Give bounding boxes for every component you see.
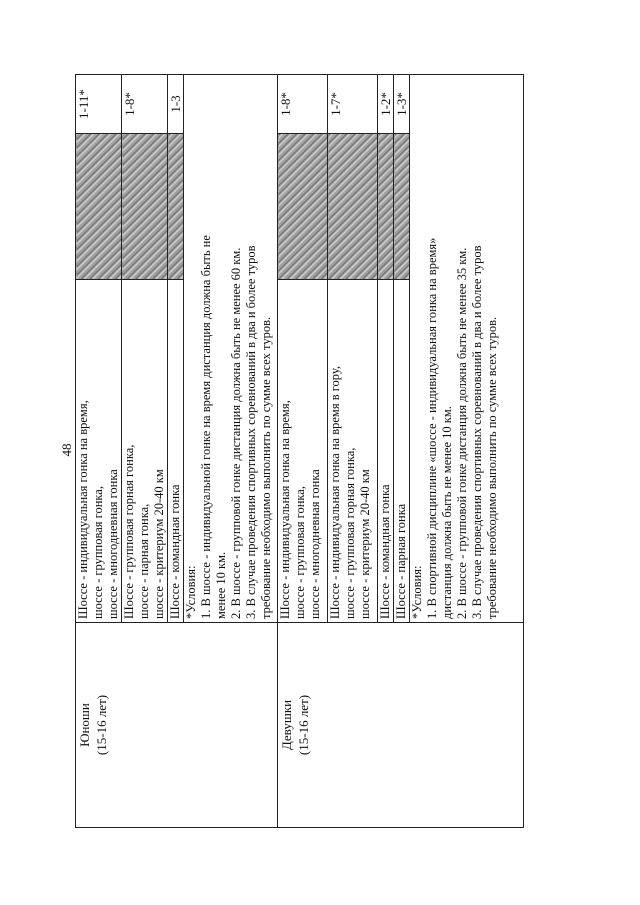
rank-code: 1-2* bbox=[378, 75, 394, 134]
table-row bbox=[76, 75, 122, 828]
discipline-line: шоссе - многодневная гонка bbox=[106, 469, 120, 619]
group-name: Девушки bbox=[279, 699, 294, 751]
rank-code: 1-8* bbox=[278, 75, 328, 134]
condition-line: менее 10 км. bbox=[214, 551, 228, 619]
group-name: Юноши bbox=[77, 703, 92, 747]
shaded-cell bbox=[122, 134, 168, 280]
discipline-cell bbox=[76, 280, 122, 623]
condition-line: *Условия: bbox=[184, 565, 198, 619]
discipline-line: шоссе - групповая гонка, bbox=[91, 486, 105, 619]
discipline-line: Шоссе - индивидуальная гонка на время, bbox=[76, 400, 90, 619]
rank-code: 1-7* bbox=[328, 75, 378, 134]
condition-line: требование необходимо выполнить по сумме всех туров. bbox=[485, 316, 499, 619]
condition-line: 2. В шоссе - групповой гонке дистанция должна быть не менее 35 км. bbox=[455, 247, 469, 619]
condition-line: 1. В шоссе - индивидуальной гонке на время дистанция должна быть не bbox=[199, 235, 213, 619]
discipline-cell bbox=[328, 280, 378, 623]
discipline-line: Шоссе - индивидуальная гонка на время, bbox=[278, 400, 292, 619]
discipline-cell bbox=[278, 280, 328, 623]
discipline-line: шоссе - критериум 20-40 км bbox=[152, 469, 166, 619]
condition-line: требование необходимо выполнить по сумме всех туров. bbox=[259, 316, 273, 619]
conditions-cell bbox=[410, 75, 524, 623]
table-row bbox=[278, 75, 328, 828]
shaded-cell bbox=[328, 134, 378, 280]
shaded-cell bbox=[76, 134, 122, 280]
discipline-cell bbox=[394, 280, 410, 623]
condition-line: 3. В случае проведения спортивных соревнований в два и более туров bbox=[244, 245, 258, 619]
discipline-line: шоссе - групповая горная гонка, bbox=[343, 447, 357, 619]
discipline-cell bbox=[378, 280, 394, 623]
discipline-line: шоссе - групповая гонка, bbox=[293, 486, 307, 619]
group-cell-boys bbox=[76, 623, 278, 828]
conditions-cell bbox=[184, 75, 278, 623]
rank-code: 1-11* bbox=[76, 75, 122, 134]
discipline-cell bbox=[122, 280, 168, 623]
shaded-cell bbox=[378, 134, 394, 280]
group-cell-girls bbox=[278, 623, 524, 828]
discipline-line: Шоссе - парная гонка bbox=[394, 503, 408, 619]
condition-line: *Условия: bbox=[410, 565, 424, 619]
discipline-line: Шоссе - командная гонка bbox=[378, 484, 392, 619]
discipline-line: Шоссе - индивидуальная гонка на время в гору, bbox=[328, 365, 342, 619]
shaded-cell bbox=[278, 134, 328, 280]
discipline-line: шоссе - критериум 20-40 км bbox=[358, 469, 372, 619]
discipline-line: Шоссе - групповая горная гонка, bbox=[122, 444, 136, 619]
discipline-line: шоссе - парная гонка, bbox=[137, 503, 151, 619]
rank-code: 1-3* bbox=[394, 75, 410, 134]
rank-code: 1-3 bbox=[168, 75, 184, 134]
group-age: (15-16 лет) bbox=[94, 694, 109, 756]
discipline-line: Шоссе - командная гонка bbox=[168, 484, 182, 619]
condition-line: 3. В случае проведения спортивных соревнований в два и более туров bbox=[470, 245, 484, 619]
condition-line: 2. В шоссе - групповой гонке дистанция должна быть не менее 60 км. bbox=[229, 247, 243, 619]
rotated-table-container bbox=[75, 75, 511, 828]
shaded-cell bbox=[168, 134, 184, 280]
condition-line: 1. В спортивной дисциплине «шоссе - индивидуальная гонка на время» bbox=[425, 237, 439, 619]
rank-code: 1-8* bbox=[122, 75, 168, 134]
shaded-cell bbox=[394, 134, 410, 280]
condition-line: дистанция должна быть не менее 10 км. bbox=[440, 406, 454, 619]
discipline-line: шоссе - многодневная гонка bbox=[308, 469, 322, 619]
discipline-cell bbox=[168, 280, 184, 623]
page-number: 48 bbox=[59, 443, 74, 457]
standards-table bbox=[75, 74, 524, 828]
group-age: (15-16 лет) bbox=[296, 694, 311, 756]
